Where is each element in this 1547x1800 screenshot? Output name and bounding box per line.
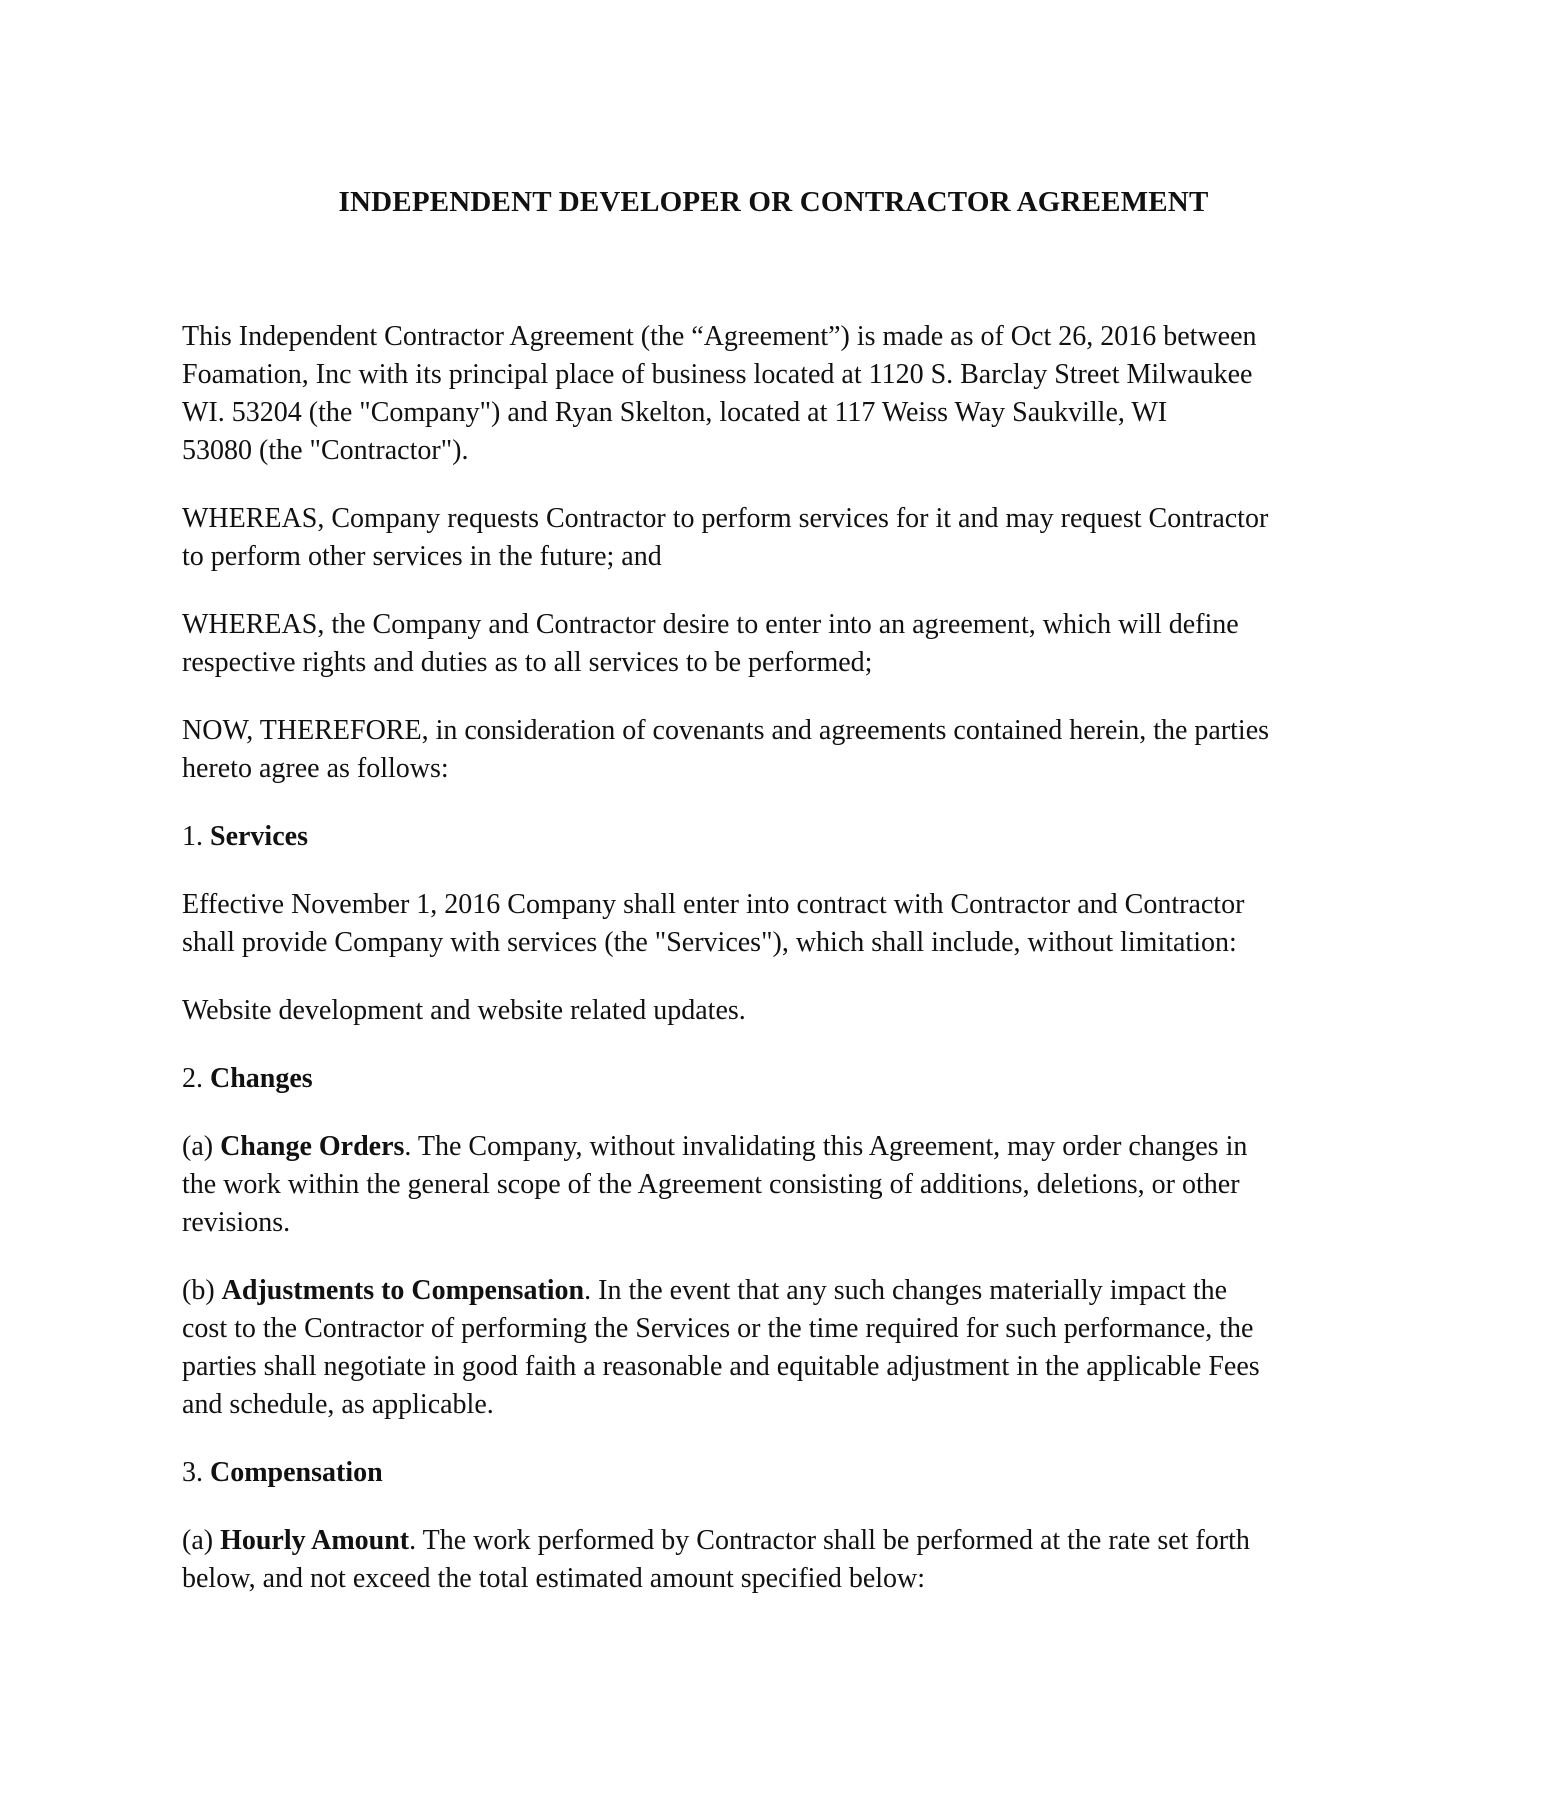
section-title: Services bbox=[210, 821, 308, 852]
intro-line: WI. 53204 (the "Company") and Ryan Skelton, located at 117 Weiss Way Saukville, WI bbox=[182, 397, 1168, 428]
clause-heading: Adjustments to Compensation bbox=[221, 1275, 585, 1306]
clause-line: parties shall negotiate in good faith a reasonable and equitable adjustment in the applicable Fees bbox=[182, 1351, 1260, 1382]
clause-line: revisions. bbox=[182, 1207, 291, 1238]
section-number: 1. bbox=[182, 821, 210, 852]
section-1-detail bbox=[182, 992, 1382, 1030]
clause-prefix: (b) bbox=[182, 1275, 222, 1306]
section-3-heading bbox=[182, 1454, 1382, 1492]
section-2a-paragraph bbox=[182, 1128, 1382, 1242]
section-body-line: Effective November 1, 2016 Company shall enter into contract with Contractor and Contractor bbox=[182, 889, 1245, 920]
whereas-line: WHEREAS, Company requests Contractor to perform services for it and may request Contractor bbox=[182, 503, 1269, 534]
now-therefore-line: NOW, THEREFORE, in consideration of covenants and agreements contained herein, the parties bbox=[182, 715, 1270, 746]
section-2b-paragraph bbox=[182, 1272, 1382, 1424]
whereas-paragraph-2 bbox=[182, 606, 1382, 682]
clause-line: and schedule, as applicable. bbox=[182, 1389, 494, 1420]
clause-line: . The Company, without invalidating this Agreement, may order changes in bbox=[404, 1131, 1248, 1162]
clause-prefix: (a) bbox=[182, 1131, 221, 1162]
section-title: Compensation bbox=[210, 1457, 383, 1488]
clause-line: the work within the general scope of the Agreement consisting of additions, deletions, or other bbox=[182, 1169, 1240, 1200]
clause-prefix: (a) bbox=[182, 1525, 221, 1556]
clause-line: below, and not exceed the total estimated amount specified below: bbox=[182, 1563, 926, 1594]
clause-heading: Hourly Amount bbox=[220, 1525, 410, 1556]
services-detail: Website development and website related updates. bbox=[182, 995, 746, 1026]
now-therefore-paragraph bbox=[182, 712, 1382, 788]
whereas-line: respective rights and duties as to all services to be performed; bbox=[182, 647, 873, 678]
clause-line: cost to the Contractor of performing the Services or the time required for such performance, the bbox=[182, 1313, 1254, 1344]
section-2-heading bbox=[182, 1060, 1382, 1098]
intro-line: 53080 (the "Contractor"). bbox=[182, 435, 469, 466]
clause-heading: Change Orders bbox=[220, 1131, 405, 1162]
now-therefore-line: hereto agree as follows: bbox=[182, 753, 449, 784]
whereas-paragraph-1 bbox=[182, 500, 1382, 576]
document-title: INDEPENDENT DEVELOPER OR CONTRACTOR AGREEMENT bbox=[338, 186, 1209, 218]
clause-line: . In the event that any such changes materially impact the bbox=[584, 1275, 1228, 1306]
section-title: Changes bbox=[210, 1063, 313, 1094]
section-1-body bbox=[182, 886, 1382, 962]
clause-line: . The work performed by Contractor shall be performed at the rate set forth bbox=[409, 1525, 1250, 1556]
intro-line: Foamation, Inc with its principal place of business located at 1120 S. Barclay Street Milwaukee bbox=[182, 359, 1253, 390]
section-number: 2. bbox=[182, 1063, 210, 1094]
intro-line: This Independent Contractor Agreement (the “Agreement”) is made as of Oct 26, 2016 between bbox=[182, 321, 1257, 352]
intro-paragraph bbox=[182, 318, 1382, 470]
section-body-line: shall provide Company with services (the "Services"), which shall include, without limitation: bbox=[182, 927, 1237, 958]
section-3a-paragraph bbox=[182, 1522, 1382, 1598]
section-1-heading bbox=[182, 818, 1382, 856]
whereas-line: to perform other services in the future; and bbox=[182, 541, 662, 572]
whereas-line: WHEREAS, the Company and Contractor desire to enter into an agreement, which will define bbox=[182, 609, 1239, 640]
section-number: 3. bbox=[182, 1457, 210, 1488]
document-body bbox=[182, 318, 1382, 1628]
